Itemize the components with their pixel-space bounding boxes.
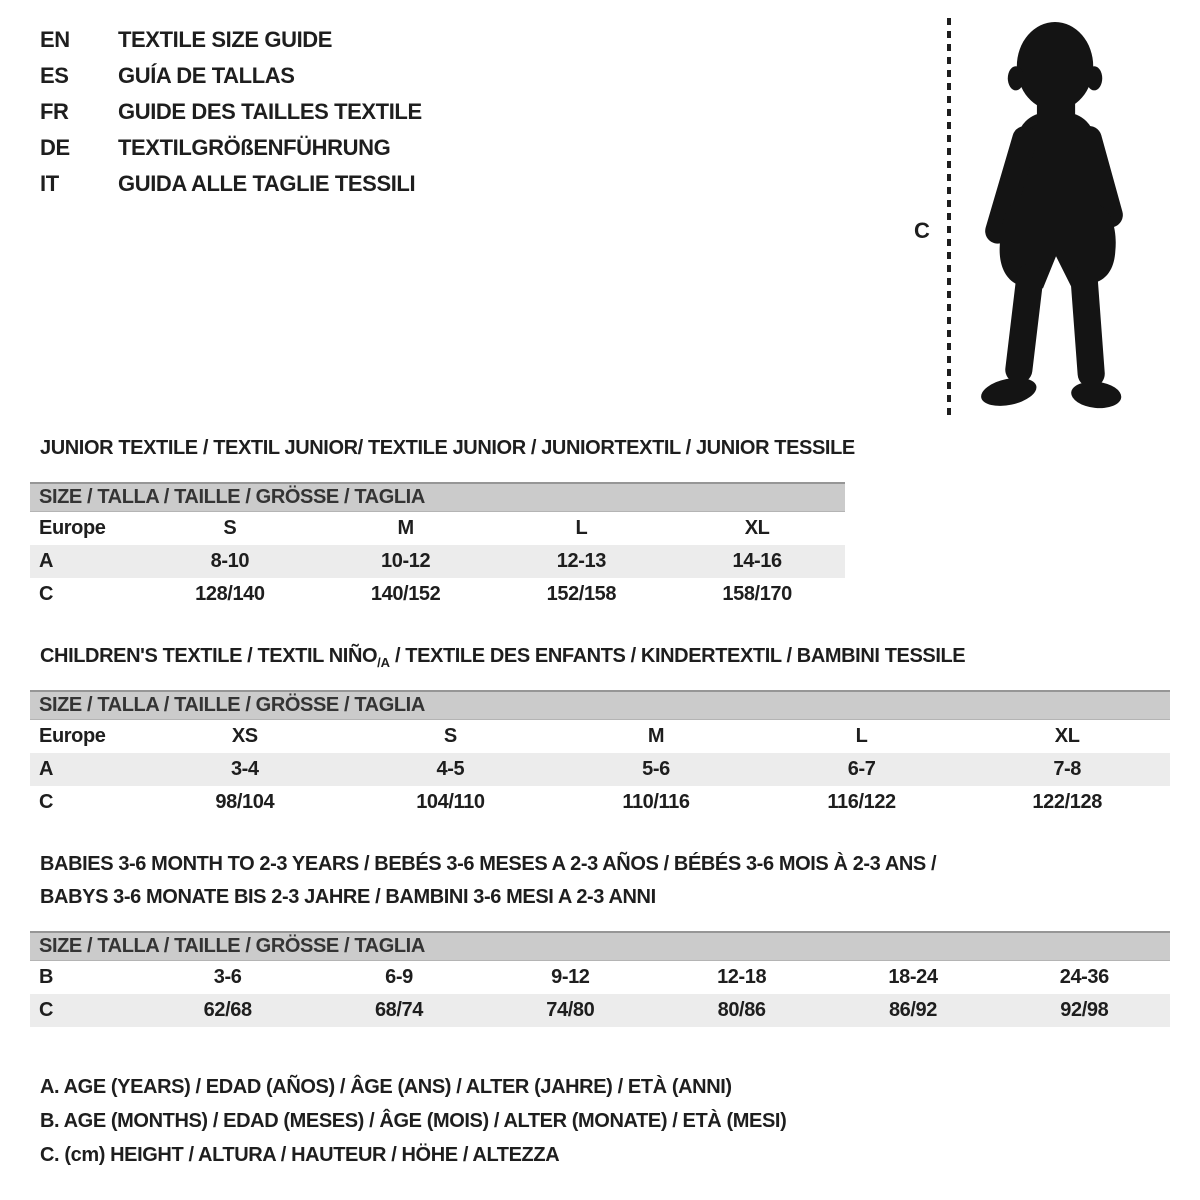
- row-label: B: [39, 966, 54, 988]
- language-row-fr: [40, 94, 422, 130]
- language-code: EN: [40, 27, 70, 52]
- age-cell: 8-10: [210, 550, 250, 572]
- row-label: C: [39, 999, 54, 1021]
- age-cell: 4-5: [436, 758, 465, 780]
- age-cell: 24-36: [1059, 966, 1109, 988]
- age-cell: 14-16: [732, 550, 782, 572]
- guide-title-it: GUIDA ALLE TAGLIE TESSILI: [118, 171, 416, 196]
- height-cell: 74/80: [546, 999, 595, 1021]
- table-row-age: [30, 545, 845, 578]
- size-cell: S: [443, 725, 457, 747]
- guide-title-en: TEXTILE SIZE GUIDE: [118, 27, 333, 52]
- height-cell: 104/110: [416, 791, 485, 813]
- babies-size-table: [30, 931, 1170, 1027]
- babies-title-line1: BABIES 3-6 MONTH TO 2-3 YEARS / BEBÉS 3-6 MESES A 2-3 AÑOS / BÉBÉS 3-6 MOIS À 2-3 ANS /: [40, 853, 937, 875]
- table-row-age: [30, 753, 1170, 786]
- height-measure-label: C: [914, 218, 930, 243]
- language-row-de: [40, 130, 422, 166]
- age-cell: 6-7: [847, 758, 876, 780]
- children-section-title: [40, 645, 965, 670]
- table-row-height: [30, 994, 1170, 1027]
- age-cell: 3-6: [213, 966, 242, 988]
- junior-section-title: JUNIOR TEXTILE / TEXTIL JUNIOR/ TEXTILE JUNIOR / JUNIORTEXTIL / JUNIOR TESSILE: [40, 437, 855, 459]
- table-row-europe: [30, 512, 845, 545]
- height-cell: 68/74: [374, 999, 424, 1021]
- age-cell: 9-12: [551, 966, 590, 988]
- language-code: IT: [40, 171, 59, 196]
- size-cell: S: [223, 517, 237, 539]
- children-title-prefix: CHILDREN'S TEXTILE / TEXTIL NIÑO: [40, 645, 378, 667]
- height-cell: 152/158: [546, 583, 617, 605]
- age-cell: 10-12: [381, 550, 431, 572]
- language-row-es: [40, 58, 422, 94]
- height-cell: 158/170: [722, 583, 792, 605]
- row-label: A: [39, 550, 54, 572]
- height-cell: 110/116: [622, 791, 690, 813]
- row-label: A: [39, 758, 54, 780]
- row-label: Europe: [39, 725, 106, 747]
- size-cell: L: [575, 517, 588, 539]
- height-cell: 62/68: [203, 999, 252, 1021]
- size-cell: M: [397, 517, 414, 539]
- guide-title-es: GUÍA DE TALLAS: [118, 63, 295, 88]
- guide-title-fr: GUIDE DES TAILLES TEXTILE: [118, 99, 422, 124]
- size-header-bar: SIZE / TALLA / TAILLE / GRÖSSE / TAGLIA: [30, 482, 845, 512]
- legend-line-b: B. AGE (MONTHS) / EDAD (MESES) / ÂGE (MOIS) / ALTER (MONATE) / ETÀ (MESI): [40, 1110, 787, 1132]
- age-cell: 12-18: [717, 966, 767, 988]
- language-row-it: [40, 166, 422, 202]
- language-code: FR: [40, 99, 69, 124]
- size-cell: XL: [1054, 725, 1080, 747]
- children-size-table: [30, 690, 1170, 819]
- children-title-subscript: /A: [377, 655, 390, 670]
- junior-size-table: [30, 482, 845, 611]
- height-cell: 86/92: [888, 999, 937, 1021]
- table-row-age-months: [30, 961, 1170, 994]
- age-cell: 6-9: [385, 966, 413, 988]
- measurement-legend: [40, 1070, 786, 1172]
- height-cell: 140/152: [370, 583, 441, 605]
- size-cell: L: [855, 725, 868, 747]
- height-measure-dashed-line: [947, 18, 951, 416]
- babies-title-line2: BABYS 3-6 MONATE BIS 2-3 JAHRE / BAMBINI 3-6 MESI A 2-3 ANNI: [40, 886, 656, 908]
- babies-section-title: [40, 848, 936, 914]
- age-cell: 12-13: [556, 550, 606, 572]
- legend-line-a: A. AGE (YEARS) / EDAD (AÑOS) / ÂGE (ANS) / ALTER (JAHRE) / ETÀ (ANNI): [40, 1076, 732, 1098]
- table-row-height: [30, 578, 845, 611]
- guide-title-de: TEXTILGRÖßENFÜHRUNG: [118, 135, 391, 160]
- language-code: ES: [40, 63, 69, 88]
- height-cell: 122/128: [1032, 791, 1102, 813]
- height-cell: 128/140: [195, 583, 265, 605]
- table-row-height: [30, 786, 1170, 819]
- children-title-suffix: / TEXTILE DES ENFANTS / KINDERTEXTIL / BAMBINI TESSILE: [389, 645, 966, 667]
- language-title-list: [40, 22, 422, 202]
- row-label: C: [39, 583, 54, 605]
- height-cell: 80/86: [717, 999, 766, 1021]
- table-row-europe: [30, 720, 1170, 753]
- age-cell: 5-6: [642, 758, 670, 780]
- size-cell: XL: [744, 517, 770, 539]
- row-label: Europe: [39, 517, 106, 539]
- size-cell: M: [647, 725, 665, 747]
- age-cell: 18-24: [888, 966, 938, 988]
- age-cell: 3-4: [230, 758, 259, 780]
- height-cell: 98/104: [215, 791, 275, 813]
- height-cell: 116/122: [827, 791, 896, 813]
- size-header-bar: SIZE / TALLA / TAILLE / GRÖSSE / TAGLIA: [30, 690, 1170, 720]
- age-cell: 7-8: [1053, 758, 1082, 780]
- height-cell: 92/98: [1060, 999, 1109, 1021]
- toddler-silhouette-icon: [966, 16, 1138, 418]
- row-label: C: [39, 791, 54, 813]
- size-cell: XS: [231, 725, 258, 747]
- language-row-en: [40, 22, 422, 58]
- legend-line-c: C. (cm) HEIGHT / ALTURA / HAUTEUR / HÖHE / ALTEZZA: [40, 1144, 560, 1166]
- size-header-bar: SIZE / TALLA / TAILLE / GRÖSSE / TAGLIA: [30, 931, 1170, 961]
- language-code: DE: [40, 135, 70, 160]
